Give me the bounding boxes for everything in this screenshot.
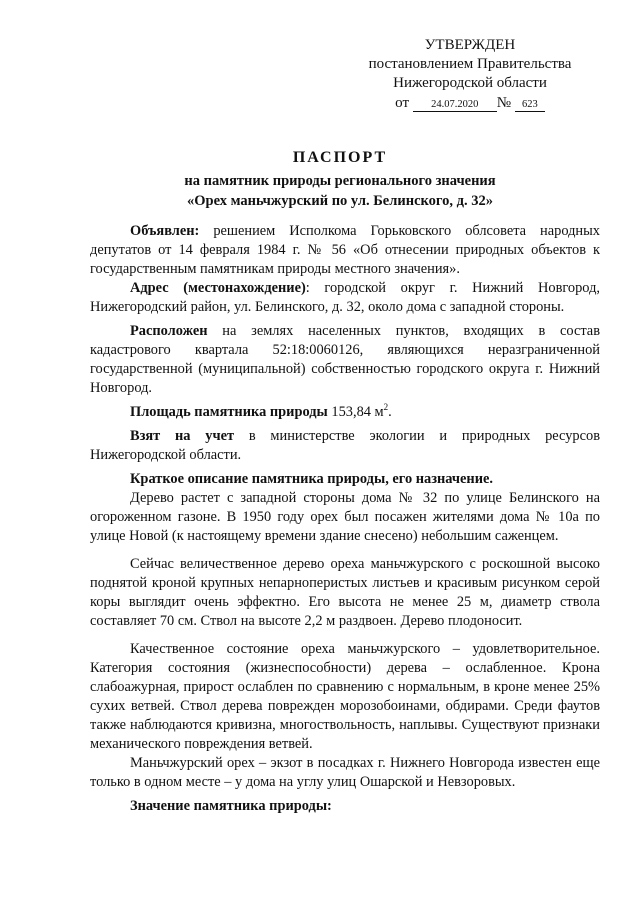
description-heading: Краткое описание памятника природы, его назначение. bbox=[130, 471, 493, 487]
location-text: на землях населенных пунктов, входящих в состав кадастрового квартала 52:18:0060126, являющихся неразграниченной государственной (муниципальной) собственностью городского округа г. Нижний Новгород. bbox=[90, 323, 600, 396]
registered-label: Взят на учет bbox=[130, 428, 235, 444]
approval-region: Нижегородской области bbox=[393, 75, 547, 91]
location-label: Расположен bbox=[130, 323, 208, 339]
description-paragraph-1: Дерево растет с западной стороны дома № 32 по улице Белинского на огороженном газоне. В 1950 году орех был посажен жителями дома № 10а по улице Новой (к настоящему времени здание снесено) небольшим саженцем. bbox=[90, 490, 600, 544]
approval-from-label: от bbox=[395, 95, 410, 111]
document-body bbox=[90, 222, 600, 816]
approval-number: 623 bbox=[515, 98, 545, 112]
area-value: 153,84 м bbox=[327, 404, 384, 420]
title-object-name: «Орех маньчжурский по ул. Белинского, д. 32» bbox=[187, 193, 493, 209]
approval-date: 24.07.2020 bbox=[413, 98, 497, 112]
area-paragraph bbox=[90, 403, 600, 422]
approval-decree: постановлением Правительства bbox=[368, 56, 572, 72]
declared-label: Объявлен: bbox=[130, 223, 200, 239]
address-paragraph bbox=[90, 279, 600, 317]
area-unit-superscript: 2 bbox=[383, 402, 389, 413]
document-title bbox=[80, 148, 600, 210]
description-heading-paragraph bbox=[90, 470, 600, 489]
area-label: Площадь памятника природы bbox=[130, 404, 328, 420]
registered-paragraph bbox=[90, 427, 600, 465]
address-text: : городской округ г. Нижний Новгород, Нижегородский район, ул. Белинского, д. 32, около дома с западной стороны. bbox=[90, 280, 600, 315]
approval-block bbox=[360, 36, 580, 113]
address-label: Адрес (местонахождение) bbox=[130, 280, 306, 296]
declared-text: решением Исполкома Горьковского облсовета народных депутатов от 14 февраля 1984 г. № 56 «Об отнесении природных объектов к государственным памятникам природы местного значения». bbox=[90, 223, 600, 277]
title-main: ПАСПОРТ bbox=[292, 149, 388, 166]
significance-heading-paragraph bbox=[90, 797, 600, 816]
description-paragraph-4: Маньчжурский орех – экзот в посадках г. Нижнего Новгорода известен еще только в одном месте – у дома на углу улиц Ошарской и Невзоровых. bbox=[90, 755, 600, 790]
description-paragraph-2: Сейчас величественное дерево ореха маньчжурского с роскошной высоко поднятой кроной крупных непарноперистых листьев и красивым рисунком серой коры выглядит очень эффектно. Его высота не менее 25 м, диаметр ствола составляет 70 см. Ствол на высоте 2,2 м раздвоен. Дерево плодоносит. bbox=[90, 556, 600, 629]
area-end: . bbox=[388, 404, 392, 420]
significance-heading: Значение памятника природы: bbox=[130, 798, 332, 814]
title-subtitle: на памятник природы регионального значения bbox=[184, 173, 496, 189]
approval-heading: УТВЕРЖДЕН bbox=[424, 37, 516, 53]
approval-date-row bbox=[360, 94, 580, 113]
declared-paragraph bbox=[90, 222, 600, 279]
location-paragraph bbox=[90, 322, 600, 398]
description-paragraph-3: Качественное состояние ореха маньчжурского – удовлетворительное. Категория состояния (жизнеспособности) дерева – ослабленное. Крона слабоажурная, прирост ослаблен по сравнению с нормальным, в кроне менее 25% сухих ветвей. Ствол дерева поврежден морозобоинами, обдирами. Среди фаутов также наблюдаются кривизна, многоствольность, наплывы. Существуют признаки механического повреждения ветвей. bbox=[90, 641, 600, 752]
registered-text: в министерстве экологии и природных ресурсов Нижегородской области. bbox=[90, 428, 600, 463]
approval-number-label: № bbox=[496, 95, 512, 111]
